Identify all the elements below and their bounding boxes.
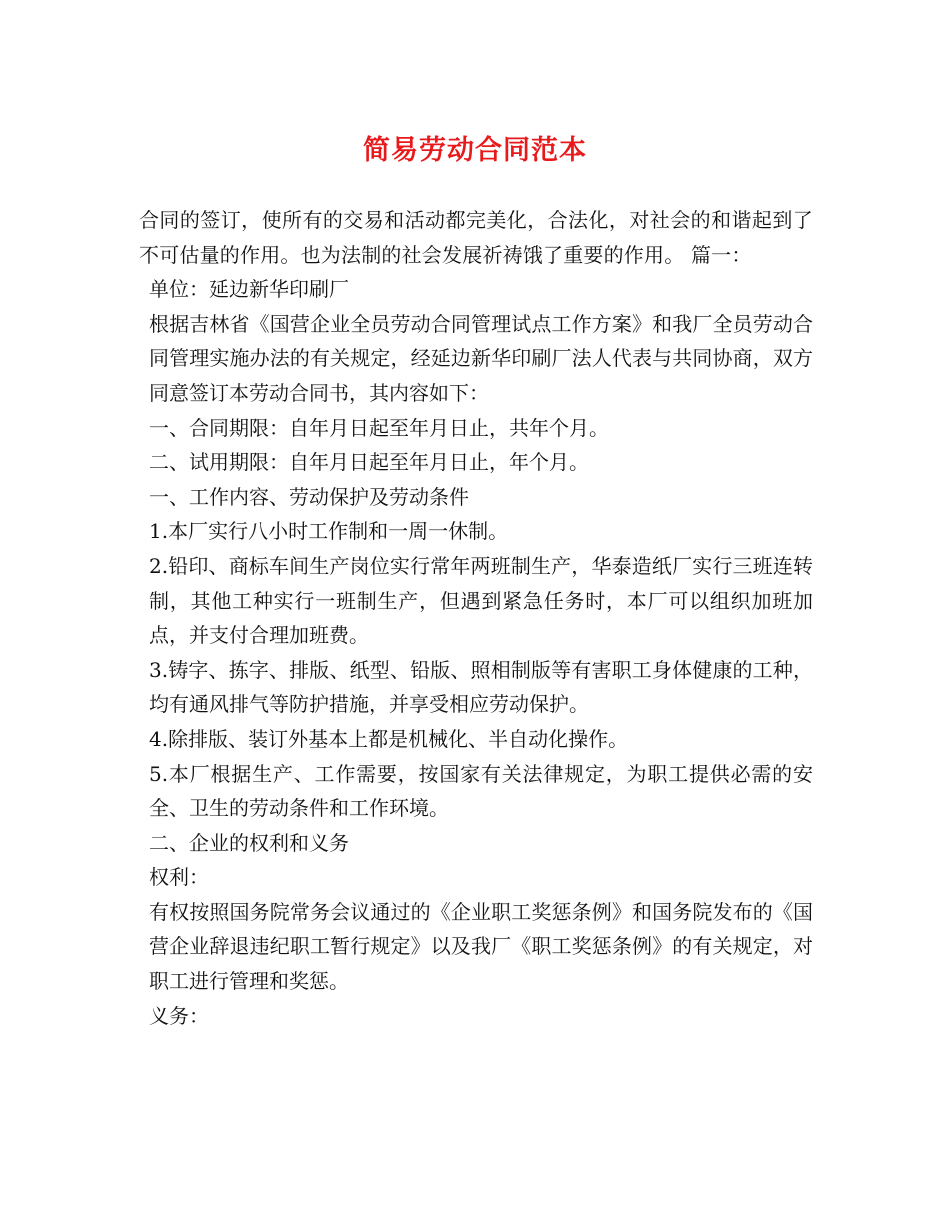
clause-3: 3.铸字、拣字、排版、纸型、铅版、照相制版等有害职工身体健康的工种，均有通风排气等防护措施，并享受相应劳动保护。 [149,657,813,717]
clause-2: 2.铅印、商标车间生产岗位实行常年两班制生产，华泰造纸厂实行三班连转制，其他工种实行一班制生产，但遇到紧急任务时，本厂可以组织加班加点，并支付合理加班费。 [149,553,813,648]
probation-term-line: 二、试用期限：自年月日起至年月日止，年个月。 [149,450,589,475]
unit-line: 单位：延边新华印刷厂 [149,277,349,302]
contract-term-line: 一、合同期限：自年月日起至年月日止，共年个月。 [149,415,609,440]
document-title: 简易劳动合同范本 [363,135,587,166]
intro-paragraph: 合同的签订，使所有的交易和活动都完美化，合法化，对社会的和谐起到了不可估量的作用。也为法制的社会发展祈祷饿了重要的作用。 篇一： [139,208,813,267]
clause-1: 1.本厂实行八小时工作制和一周一休制。 [149,519,509,544]
basis-paragraph: 根据吉林省《国营企业全员劳动合同管理试点工作方案》和我厂全员劳动合同管理实施办法的有关规定，经延边新华印刷厂法人代表与共同协商，双方同意签订本劳动合同书，其内容如下： [149,311,813,405]
clause-4: 4.除排版、装订外基本上都是机械化、半自动化操作。 [149,726,629,751]
duties-label: 义务： [149,1003,209,1028]
rights-paragraph: 有权按照国务院常务会议通过的《企业职工奖惩条例》和国务院发布的《国营企业辞退违纪职工暂行规定》以及我厂《职工奖惩条例》的有关规定，对职工进行管理和奖惩。 [149,899,813,994]
clause-5: 5.本厂根据生产、工作需要，按国家有关法律规定，为职工提供必需的安全、卫生的劳动条件和工作环境。 [149,761,813,821]
section-heading-rights-duties: 二、企业的权利和义务 [149,830,349,855]
rights-label: 权利： [149,865,209,890]
document-body [139,203,813,1033]
section-heading-work-content: 一、工作内容、劳动保护及劳动条件 [149,484,469,509]
